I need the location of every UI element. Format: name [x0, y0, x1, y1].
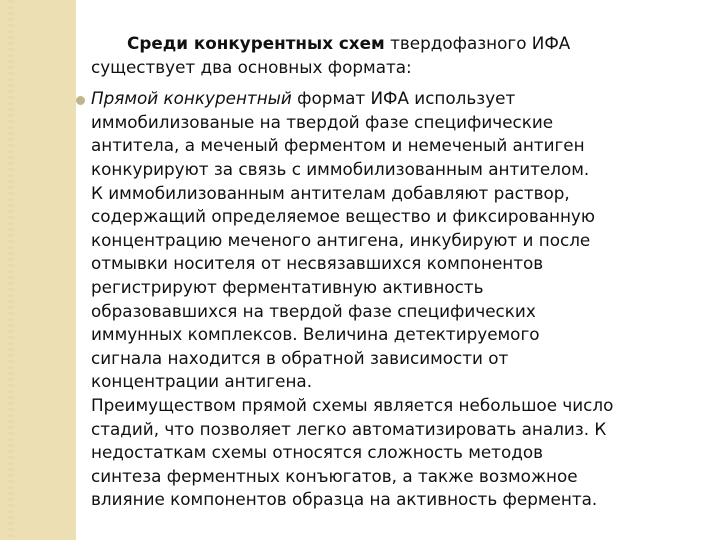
slide — [76, 0, 720, 540]
intro-rest: твердофазного ИФА — [390, 33, 571, 53]
intro-paragraph — [91, 32, 719, 79]
bullet-line: конкурируют за связь с иммобилизованным антителом. — [91, 158, 590, 179]
intro-lead: Среди конкурентных схем — [127, 33, 385, 53]
bullet-line: иммобилизованые на твердой фазе специфические — [91, 111, 554, 132]
bullet-line: образовавшихся на твердой фазе специфических — [91, 300, 536, 321]
bullet-paragraph: Прямой конкурентный формат ИФА использует иммобилизованые на твердой фазе специфические антитела, а меченый ферментом и немеченый антиген конкурируют за связь с иммобилизованным антителом. К иммобилизованным антителам добавляют раствор, содержащий определяемое вещество и фиксированную концентрацию меченого антигена, инкубируют и после отмывки носителя от несвязавшихся компонентов регистрируют ферментативную активность образовавшихся на твердой фазе специфических иммунных комплексов. Величина детектируемого сигнала находится в обратной зависимости от концентрации антигена. Преимуществом прямой схемы является небольшое число стадий, что позволяет легко автоматизировать анализ. К недостаткам схемы относятся сложность методов синтеза ферментных конъюгатов, а также возможное влияние компонентов образца на активность фермента. — [91, 87, 719, 512]
bullet-line: Преимуществом прямой схемы является небольшое число — [91, 394, 614, 415]
bullet-line: концентрации антигена. — [91, 371, 313, 392]
bullet-line: сигнала находится в обратной зависимости от — [91, 347, 509, 368]
bullet-line: регистрируют ферментативную активность — [91, 276, 484, 297]
intro-line-2: существует два основных формата: — [91, 56, 412, 77]
bullet-line: синтеза ферментных конъюгатов, а также возможное — [91, 465, 578, 486]
bullet-line: отмывки носителя от несвязавшихся компонентов — [91, 253, 544, 274]
bullet-line: содержащий определяемое вещество и фиксированную — [91, 206, 595, 227]
bullet-lead: Прямой конкурентный — [91, 88, 292, 109]
bullet-line: влияние компонентов образца на активность фермента. — [91, 489, 598, 510]
bullet-line: иммунных комплексов. Величина детектируемого — [91, 324, 540, 345]
bullet-icon — [76, 96, 85, 105]
bullet-line: антитела, а меченый ферментом и немеченый антиген — [91, 135, 585, 156]
bullet-line: К иммобилизованным антителам добавляют раствор, — [91, 182, 570, 203]
bullet-line: стадий, что позволяет легко автоматизировать анализ. К — [91, 418, 607, 439]
bullet-line: концентрацию меченого антигена, инкубируют и после — [91, 229, 591, 250]
slide-text — [91, 32, 719, 512]
bullet-line: недостаткам схемы относятся сложность методов — [91, 442, 543, 463]
decorative-side-stripe — [0, 0, 76, 540]
